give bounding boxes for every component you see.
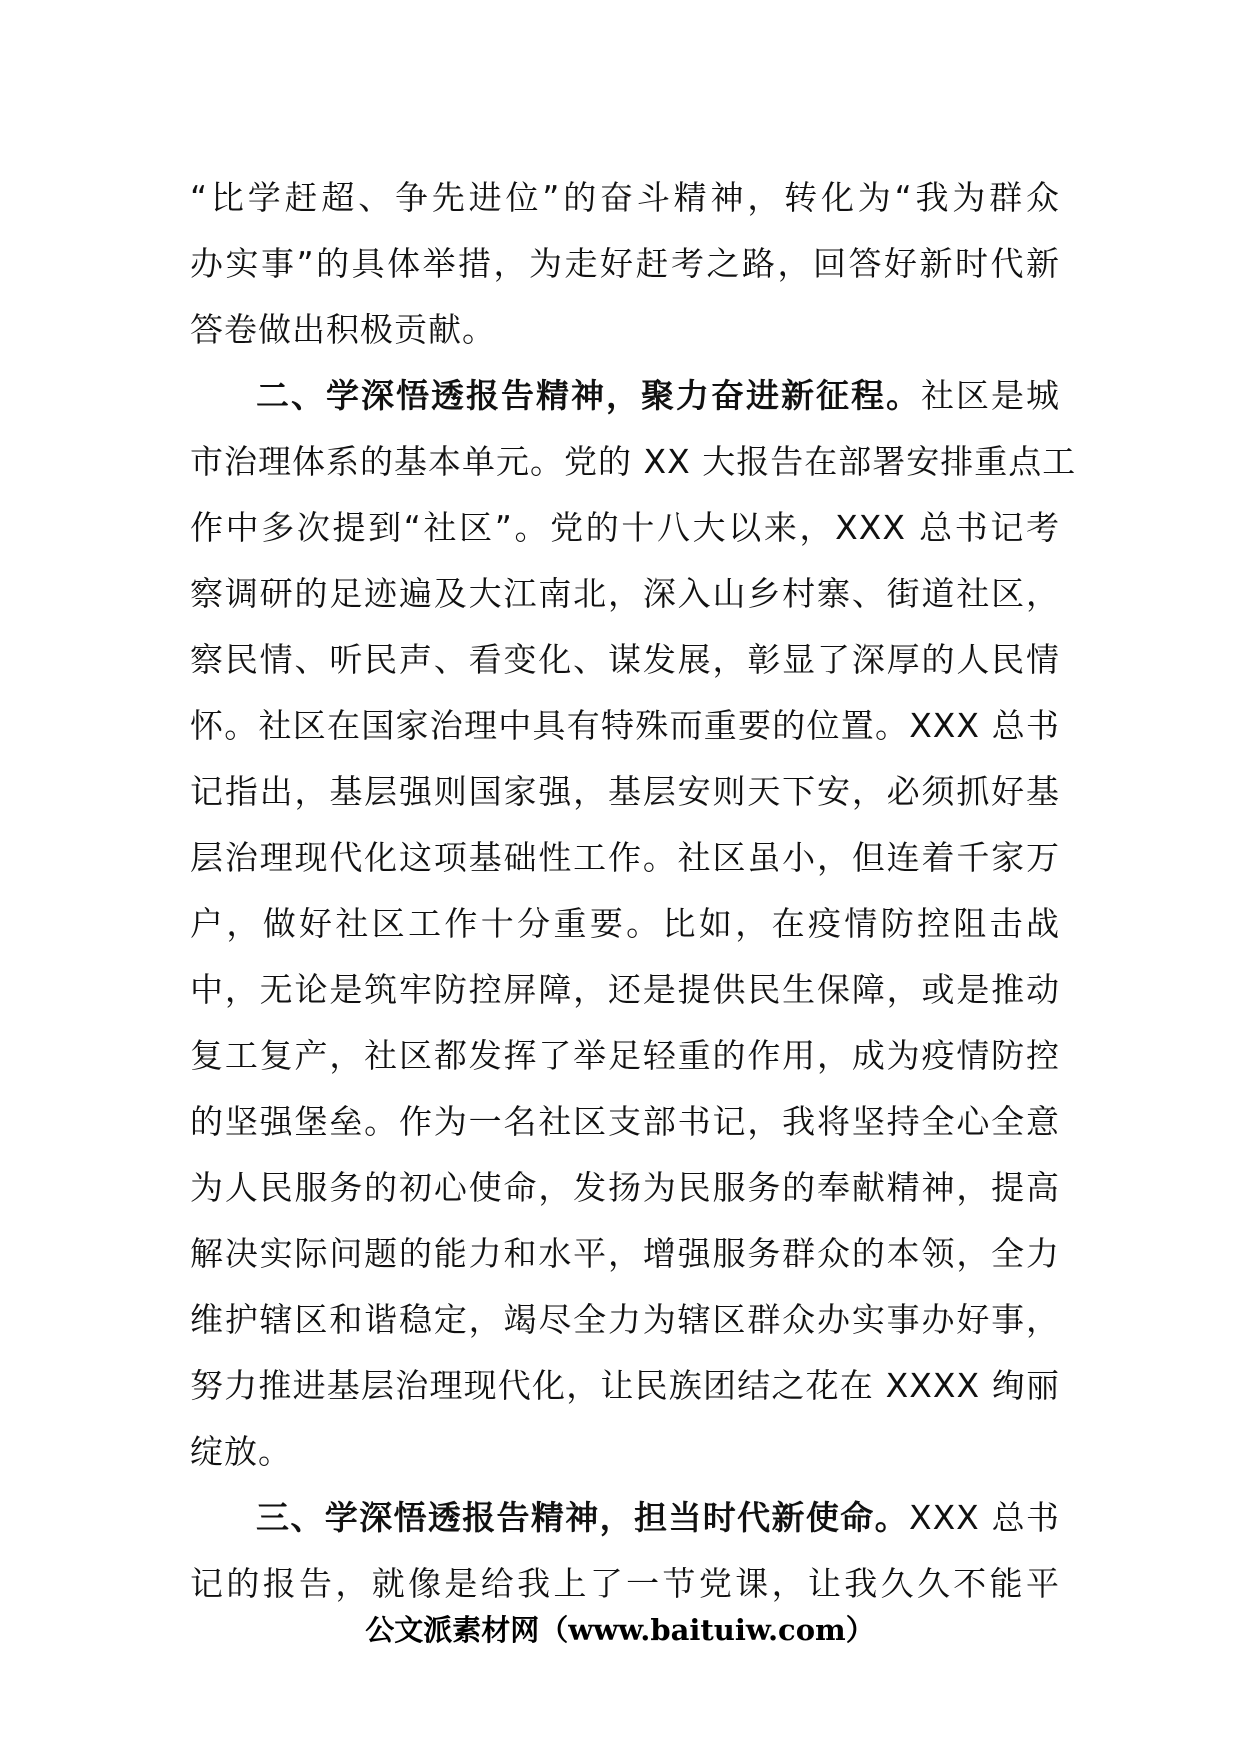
text-line: 记的报告，就像是给我上了一节党课，让我久久不能平 xyxy=(190,1564,1060,1603)
text-line: 作中多次提到“社区”。党的十八大以来，XXX 总书记考 xyxy=(190,508,1060,547)
text-line: “比学赶超、争先进位”的奋斗精神，转化为“我为群众 xyxy=(190,178,1060,217)
text-line: 记指出，基层强则国家强，基层安则天下安，必须抓好基 xyxy=(190,772,1060,811)
text-line: 怀。社区在国家治理中具有特殊而重要的位置。XXX 总书 xyxy=(190,706,1060,745)
text-line: 市治理体系的基本单元。党的 XX 大报告在部署安排重点工 xyxy=(190,442,1077,481)
text-line: 努力推进基层治理现代化，让民族团结之花在 XXXX 绚丽 xyxy=(190,1366,1060,1405)
text-line: 为人民服务的初心使命，发扬为民服务的奉献精神，提高 xyxy=(190,1168,1060,1207)
text-line: 中，无论是筑牢防控屏障，还是提供民生保障，或是推动 xyxy=(190,970,1060,1009)
text-run: 社区是城 xyxy=(921,376,1060,415)
section-heading: 二、学深悟透报告精神，聚力奋进新征程。 xyxy=(256,376,921,415)
text-line: 户，做好社区工作十分重要。比如，在疫情防控阻击战 xyxy=(190,904,1060,943)
text-line: 绽放。 xyxy=(190,1432,292,1471)
text-line: 解决实际问题的能力和水平，增强服务群众的本领，全力 xyxy=(190,1234,1060,1273)
text-line: 察民情、听民声、看变化、谋发展，彰显了深厚的人民情 xyxy=(190,640,1060,679)
text-line: 的坚强堡垒。作为一名社区支部书记，我将坚持全心全意 xyxy=(190,1102,1060,1141)
document-body xyxy=(190,165,1077,1617)
paragraph-heading-line xyxy=(190,363,1060,429)
text-line: 答卷做出积极贡献。 xyxy=(190,310,496,349)
text-line: 复工复产，社区都发挥了举足轻重的作用，成为疫情防控 xyxy=(190,1036,1060,1075)
text-line: 维护辖区和谐稳定，竭尽全力为辖区群众办实事办好事， xyxy=(190,1300,1060,1339)
page-footer: 公文派素材网（www.baituiw.com） xyxy=(365,1613,875,1647)
section-heading: 三、学深悟透报告精神，担当时代新使命。 xyxy=(256,1498,909,1537)
text-run: XXX 总书 xyxy=(908,1498,1061,1537)
text-line: 办实事”的具体举措，为走好赶考之路，回答好新时代新 xyxy=(190,244,1060,283)
text-line: 层治理现代化这项基础性工作。社区虽小，但连着千家万 xyxy=(190,838,1060,877)
text-line: 察调研的足迹遍及大江南北，深入山乡村寨、街道社区， xyxy=(190,574,1060,613)
paragraph-heading-line xyxy=(190,1485,1060,1551)
